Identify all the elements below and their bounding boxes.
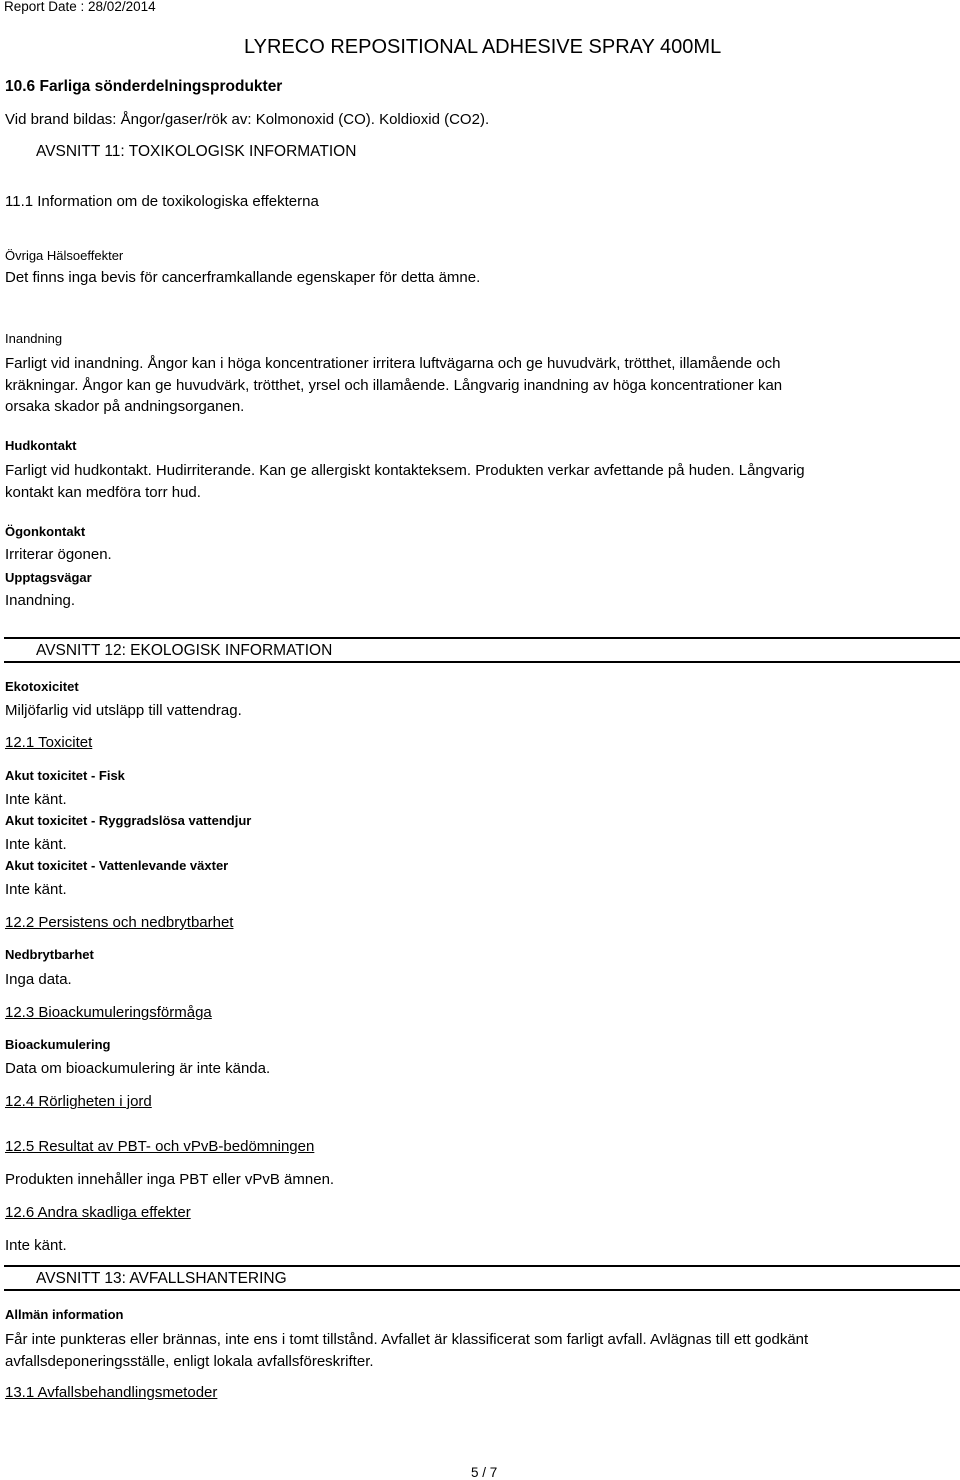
label-upptagsvagar: Upptagsvägar bbox=[5, 570, 92, 585]
text-inandning-line3: orsaka skador på andningsorganen. bbox=[5, 398, 245, 415]
text-hudkontakt-line2: kontakt kan medföra torr hud. bbox=[5, 483, 201, 501]
heading-12-6: 12.6 Andra skadliga effekter bbox=[5, 1204, 191, 1221]
page-number: 5 / 7 bbox=[471, 1465, 498, 1480]
text-ogonkontakt: Irriterar ögonen. bbox=[5, 546, 112, 563]
text-hudkontakt-line1: Farligt vid hudkontakt. Hudirriterande. Kan ge allergiskt kontakteksem. Produkten verkar avfettande på huden. Långvarig bbox=[5, 462, 805, 479]
text-ryggrad: Inte känt. bbox=[5, 836, 67, 853]
heading-12-3: 12.3 Bioackumuleringsförmåga bbox=[5, 1004, 212, 1021]
label-hudkontakt: Hudkontakt bbox=[5, 438, 77, 453]
text-vaxter: Inte känt. bbox=[5, 881, 67, 898]
heading-11-1: 11.1 Information om de toxikologiska effekterna bbox=[5, 193, 319, 210]
text-bioack: Data om bioackumulering är inte kända. bbox=[5, 1060, 271, 1077]
text-allman bbox=[5, 1329, 905, 1372]
heading-10-6: 10.6 Farliga sönderdelningsprodukter bbox=[5, 78, 283, 95]
text-fisk: Inte känt. bbox=[5, 791, 67, 808]
label-inandning: Inandning bbox=[5, 331, 63, 346]
heading-12-5: 12.5 Resultat av PBT- och vPvB-bedömningen bbox=[5, 1138, 315, 1155]
section-11-title: AVSNITT 11: TOXIKOLOGISK INFORMATION bbox=[36, 143, 357, 160]
text-allman-line1: Får inte punkteras eller brännas, inte ens i tomt tillstånd. Avfallet är klassificerat som farligt avfall. Avlägnas till ett godkänt bbox=[5, 1331, 809, 1348]
text-pbt: Produkten innehåller inga PBT eller vPvB ämnen. bbox=[5, 1171, 335, 1188]
text-andra: Inte känt. bbox=[5, 1237, 67, 1254]
text-nedbryt: Inga data. bbox=[5, 971, 72, 988]
text-hudkontakt bbox=[5, 460, 905, 503]
document-title: LYRECO REPOSITIONAL ADHESIVE SPRAY 400ML bbox=[244, 36, 722, 58]
label-nedbryt: Nedbrytbarhet bbox=[5, 947, 94, 962]
text-allman-line2: avfallsdeponeringsställe, enligt lokala avfallsföreskrifter. bbox=[5, 1352, 374, 1370]
text-upptagsvagar: Inandning. bbox=[5, 592, 76, 609]
text-inandning bbox=[5, 353, 905, 418]
label-fisk: Akut toxicitet - Fisk bbox=[5, 768, 125, 783]
text-10-6: Vid brand bildas: Ångor/gaser/rök av: Kolmonoxid (CO). Koldioxid (CO2). bbox=[5, 111, 490, 128]
section-13-bar bbox=[4, 1265, 960, 1291]
text-inandning-line2: kräkningar. Ångor kan ge huvudvärk, trötthet, yrsel och illamående. Långvarig inandning av höga koncentrationer kan bbox=[5, 376, 783, 394]
label-allman: Allmän information bbox=[5, 1307, 124, 1322]
heading-12-2: 12.2 Persistens och nedbrytbarhet bbox=[5, 914, 234, 931]
section-12-bar bbox=[4, 637, 960, 663]
label-ryggrad: Akut toxicitet - Ryggradslösa vattendjur bbox=[5, 813, 252, 828]
heading-12-4: 12.4 Rörligheten i jord bbox=[5, 1093, 152, 1110]
section-11-bar bbox=[4, 140, 960, 166]
report-date: Report Date : 28/02/2014 bbox=[4, 0, 156, 14]
heading-13-1: 13.1 Avfallsbehandlingsmetoder bbox=[5, 1384, 218, 1401]
label-bioack: Bioackumulering bbox=[5, 1037, 111, 1052]
text-ekotox: Miljöfarlig vid utsläpp till vattendrag. bbox=[5, 702, 242, 719]
section-12-title: AVSNITT 12: EKOLOGISK INFORMATION bbox=[36, 642, 333, 659]
label-ekotox: Ekotoxicitet bbox=[5, 679, 79, 694]
label-ovriga: Övriga Hälsoeffekter bbox=[5, 248, 124, 263]
text-inandning-line1: Farligt vid inandning. Ångor kan i höga koncentrationer irritera luftvägarna och ge huvudvärk, trötthet, illamående och bbox=[5, 355, 781, 372]
heading-12-1: 12.1 Toxicitet bbox=[5, 734, 93, 751]
label-ogonkontakt: Ögonkontakt bbox=[5, 524, 86, 539]
label-vaxter: Akut toxicitet - Vattenlevande växter bbox=[5, 858, 229, 873]
section-13-title: AVSNITT 13: AVFALLSHANTERING bbox=[36, 1270, 287, 1287]
text-ovriga: Det finns inga bevis för cancerframkallande egenskaper för detta ämne. bbox=[5, 269, 481, 286]
